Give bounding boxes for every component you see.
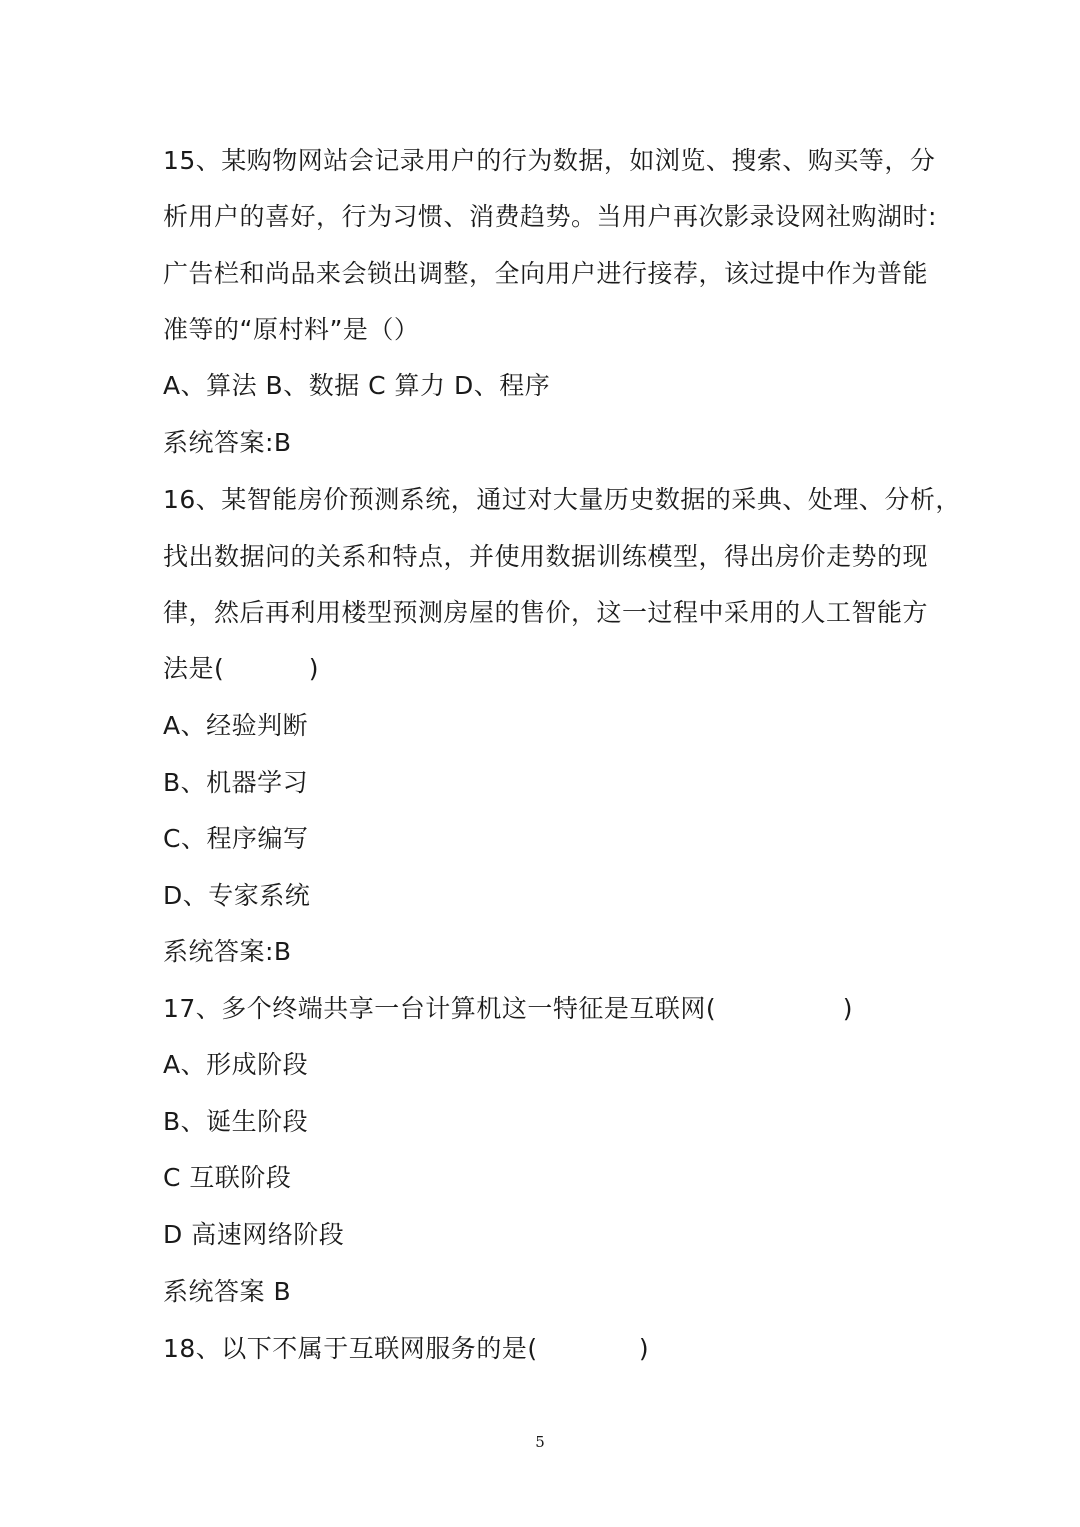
question-16-text-line-2: 找出数据问的关系和特点，并使用数据训练模型，得出房价走势的现 [163,542,929,571]
question-15-text-line-3: 广告栏和尚品来会锁出调整，全向用户进行接荐，该过提中作为普能 [163,259,929,288]
question-17-option-b: B、诞生阶段 [163,1107,309,1136]
question-15-options: A、算法 B、数据 C 算力 D、程序 [163,371,551,400]
question-16-option-b: B、机器学习 [163,768,309,797]
question-17-answer: 系统答案 B [163,1277,292,1306]
question-15-text-line-4: 准等的“原村料”是（） [163,315,420,344]
question-17-option-d: D 高速网络阶段 [163,1220,345,1249]
question-16-text-line-4: 法是( ) [163,654,319,683]
question-17-text: 17、多个终端共享一台计算机这一特征是互联网( ) [163,994,854,1023]
question-16-option-d: D、专家系统 [163,881,311,910]
question-16-text-line-1: 16、某智能房价预测系统，通过对大量历史数据的采典、处理、分析， [163,485,961,514]
question-18-text: 18、以下不属于互联网服务的是( ) [163,1334,650,1363]
question-16-text-line-3: 律，然后再利用楼型预测房屋的售价，这一过程中采用的人工智能方 [163,598,929,627]
question-15-text-line-2: 析用户的喜好，行为习惯、消费趋势。当用户再次影录设网社购湖时: [163,202,937,231]
question-17-option-c: C 互联阶段 [163,1163,292,1192]
question-15-text-line-1: 15、某购物网站会记录用户的行为数据，如浏览、搜索、购买等，分 [163,146,936,175]
page-number: 5 [535,1433,545,1451]
question-15-answer: 系统答案:B [163,428,292,457]
question-17-option-a: A、形成阶段 [163,1050,309,1079]
question-16-option-a: A、经验判断 [163,711,309,740]
question-16-answer: 系统答案:B [163,937,292,966]
question-16-option-c: C、程序编写 [163,824,309,853]
